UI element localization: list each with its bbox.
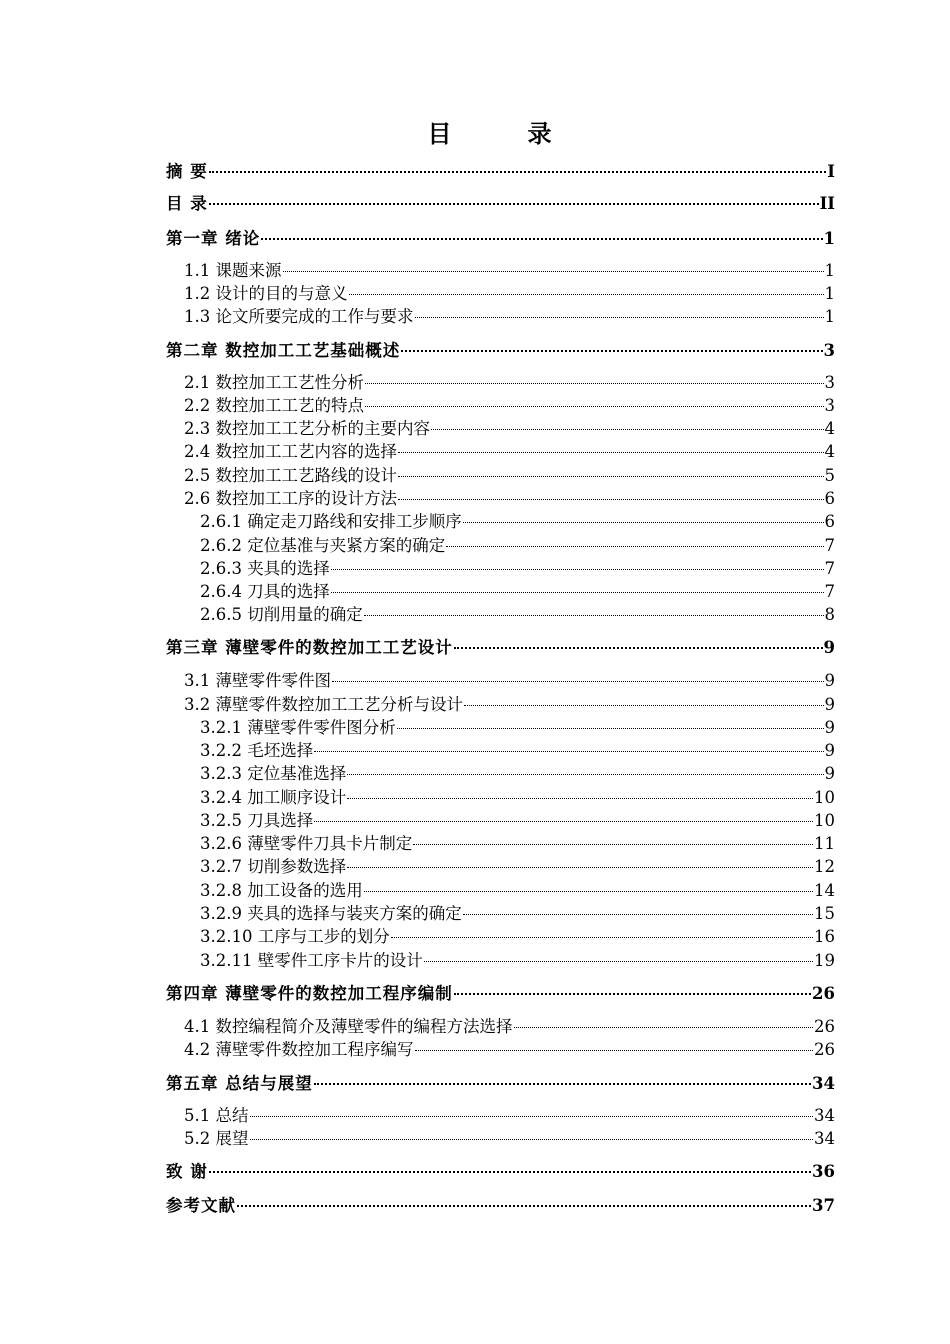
toc-dot-leader	[250, 1099, 814, 1121]
toc-entry-title: 2.6.1 确定走刀路线和安排工步顺序	[200, 512, 462, 531]
toc-section-entry[interactable]	[184, 1122, 835, 1148]
toc-entry-title: 3.2.8 加工设备的选用	[200, 881, 363, 900]
toc-dot-leader	[514, 1010, 814, 1032]
toc-dot-leader	[209, 1155, 811, 1177]
toc-entry-title: 第一章 绪论	[166, 229, 261, 248]
toc-section-entry[interactable]	[200, 874, 835, 900]
toc-section-entry[interactable]	[184, 688, 835, 714]
toc-entry-title: 1.3 论文所要完成的工作与要求	[184, 307, 414, 326]
toc-section-entry[interactable]	[200, 920, 835, 946]
toc-page-number: 19	[814, 951, 835, 970]
toc-section-entry[interactable]	[184, 389, 835, 415]
toc-dot-leader	[401, 334, 822, 356]
toc-section-entry[interactable]	[184, 1099, 835, 1125]
toc-chapter-entry[interactable]	[166, 222, 835, 248]
toc-dot-leader	[454, 977, 811, 999]
toc-section-entry[interactable]	[184, 366, 835, 392]
toc-section-entry[interactable]	[200, 734, 835, 760]
toc-dot-leader	[454, 631, 823, 653]
toc-section-entry[interactable]	[184, 435, 835, 461]
toc-entry-title: 3.2.4 加工顺序设计	[200, 788, 347, 807]
toc-entry-title: 2.6.4 刀具的选择	[200, 582, 330, 601]
toc-page-number: I	[827, 162, 835, 181]
toc-entry-title: 2.1 数控加工工艺性分析	[184, 373, 364, 392]
toc-page-number: 34	[814, 1106, 835, 1125]
toc-page-number: 15	[814, 904, 835, 923]
toc-dot-leader	[209, 187, 819, 209]
toc-dot-leader	[413, 827, 813, 849]
toc-page-number: 4	[824, 419, 835, 438]
toc-section-entry[interactable]	[200, 711, 835, 737]
toc-dot-leader	[424, 944, 813, 966]
page-title: 目 录	[427, 119, 578, 148]
toc-section-entry[interactable]	[200, 598, 835, 624]
toc-dot-leader	[364, 874, 813, 896]
toc-page-number: 12	[814, 857, 835, 876]
toc-dot-leader	[332, 664, 824, 686]
toc-dot-leader	[314, 804, 813, 826]
toc-section-entry[interactable]	[200, 575, 835, 601]
toc-chapter-entry[interactable]	[166, 1155, 835, 1181]
toc-section-entry[interactable]	[184, 1033, 835, 1059]
toc-page-number: 9	[824, 718, 835, 737]
toc-page-number: 14	[814, 881, 835, 900]
toc-page-number: 36	[812, 1162, 835, 1181]
toc-dot-leader	[331, 575, 824, 597]
toc-entry-title: 3.2.9 夹具的选择与装夹方案的确定	[200, 904, 462, 923]
toc-dot-leader	[347, 850, 813, 872]
toc-entry-title: 2.6.5 切削用量的确定	[200, 605, 363, 624]
toc-page-number: 37	[812, 1196, 835, 1215]
toc-dot-leader	[347, 781, 813, 803]
toc-page-number: 34	[814, 1129, 835, 1148]
toc-dot-leader	[463, 505, 824, 527]
toc-entry-title: 3.2.7 切削参数选择	[200, 857, 347, 876]
toc-dot-leader	[364, 598, 824, 620]
toc-section-entry[interactable]	[184, 277, 835, 303]
toc-entry-title: 2.6.3 夹具的选择	[200, 559, 330, 578]
toc-page-number: 26	[814, 1017, 835, 1036]
toc-page-number: 1	[824, 261, 835, 280]
toc-page-number: 6	[824, 489, 835, 508]
toc-page-number: 9	[824, 695, 835, 714]
toc-entry-title: 2.5 数控加工工艺路线的设计	[184, 466, 397, 485]
toc-page-number: 9	[824, 671, 835, 690]
toc-dot-leader	[365, 366, 824, 388]
toc-entry-title: 3.2.11 壁零件工序卡片的设计	[200, 951, 423, 970]
toc-entry-title: 4.1 数控编程简介及薄壁零件的编程方法选择	[184, 1017, 513, 1036]
toc-entry-title: 2.2 数控加工工艺的特点	[184, 396, 364, 415]
toc-page-number: 3	[824, 396, 835, 415]
toc-page-number: 26	[814, 1040, 835, 1059]
toc-page-number: 7	[824, 536, 835, 555]
toc-entry-title: 2.3 数控加工工艺分析的主要内容	[184, 419, 430, 438]
toc-entry-title: 4.2 薄壁零件数控加工程序编写	[184, 1040, 414, 1059]
toc-section-entry[interactable]	[184, 459, 835, 485]
toc-section-entry[interactable]	[200, 804, 835, 830]
toc-entry-title: 第二章 数控加工工艺基础概述	[166, 341, 401, 360]
toc-section-entry[interactable]	[184, 664, 835, 690]
toc-dot-leader	[398, 482, 824, 504]
toc-page-number: 5	[824, 466, 835, 485]
toc-entry-title: 第三章 薄壁零件的数控加工工艺设计	[166, 638, 453, 657]
toc-page-number: 9	[824, 741, 835, 760]
toc-dot-leader	[349, 277, 824, 299]
toc-dot-leader	[415, 300, 824, 322]
toc-dot-leader	[283, 254, 824, 276]
toc-chapter-entry[interactable]	[166, 631, 835, 657]
toc-entry-title: 3.2.10 工序与工步的划分	[200, 927, 390, 946]
toc-dot-leader	[431, 412, 824, 434]
toc-dot-leader	[463, 897, 813, 919]
toc-entry-title: 参考文献	[166, 1196, 236, 1215]
toc-page-number: 7	[824, 582, 835, 601]
toc-dot-leader	[237, 1189, 811, 1211]
toc-dot-leader	[331, 552, 824, 574]
toc-section-entry[interactable]	[184, 412, 835, 438]
toc-dot-leader	[398, 459, 824, 481]
toc-section-entry[interactable]	[200, 552, 835, 578]
toc-dot-leader	[391, 920, 813, 942]
toc-section-entry[interactable]	[200, 781, 835, 807]
toc-dot-leader	[365, 389, 824, 411]
toc-chapter-entry[interactable]	[166, 334, 835, 360]
toc-section-entry[interactable]	[200, 850, 835, 876]
toc-chapter-entry[interactable]	[166, 977, 835, 1003]
toc-entry-title: 1.2 设计的目的与意义	[184, 284, 348, 303]
toc-dot-leader	[415, 1033, 814, 1055]
toc-chapter-entry[interactable]	[166, 187, 835, 213]
toc-entry-title: 2.6 数控加工工序的设计方法	[184, 489, 397, 508]
toc-section-entry[interactable]	[184, 482, 835, 508]
toc-page-number: 7	[824, 559, 835, 578]
toc-dot-leader	[209, 155, 827, 177]
toc-section-entry[interactable]	[200, 897, 835, 923]
toc-section-entry[interactable]	[200, 827, 835, 853]
toc-entry-title: 3.2.2 毛坯选择	[200, 741, 314, 760]
toc-entry-title: 5.1 总结	[184, 1106, 249, 1125]
toc-entry-title: 3.2.1 薄壁零件零件图分析	[200, 718, 396, 737]
toc-chapter-entry[interactable]	[166, 1189, 835, 1215]
toc-dot-leader	[250, 1122, 814, 1144]
toc-section-entry[interactable]	[184, 1010, 835, 1036]
toc-entry-title: 第四章 薄壁零件的数控加工程序编制	[166, 984, 453, 1003]
toc-section-entry[interactable]	[200, 505, 835, 531]
toc-entry-title: 3.2.5 刀具选择	[200, 811, 314, 830]
toc-chapter-entry[interactable]	[166, 1067, 835, 1093]
toc-page-number: 9	[823, 638, 835, 657]
toc-entry-title: 5.2 展望	[184, 1129, 249, 1148]
toc-entry-title: 3.2 薄壁零件数控加工工艺分析与设计	[184, 695, 463, 714]
toc-page-number: 3	[823, 341, 835, 360]
toc-page-number: 8	[824, 605, 835, 624]
toc-entry-title: 3.2.6 薄壁零件刀具卡片制定	[200, 834, 413, 853]
toc-dot-leader	[347, 757, 823, 779]
toc-page-number: 1	[824, 307, 835, 326]
toc-dot-leader	[398, 435, 824, 457]
toc-section-entry[interactable]	[184, 300, 835, 326]
toc-section-entry[interactable]	[200, 757, 835, 783]
toc-entry-title: 2.6.2 定位基准与夹紧方案的确定	[200, 536, 446, 555]
toc-page-number: 3	[824, 373, 835, 392]
toc-dot-leader	[464, 688, 824, 710]
toc-page-number: 1	[823, 229, 835, 248]
toc-dot-leader	[446, 529, 823, 551]
toc-page-number: 6	[824, 512, 835, 531]
toc-entry-title: 目 录	[166, 194, 208, 213]
toc-entry-title: 2.4 数控加工工艺内容的选择	[184, 442, 397, 461]
toc-page-number: 11	[814, 834, 835, 853]
toc-dot-leader	[314, 1067, 811, 1089]
toc-page-number: 26	[812, 984, 835, 1003]
toc-page-number: 10	[814, 811, 835, 830]
toc-chapter-entry[interactable]	[166, 155, 835, 181]
toc-section-entry[interactable]	[184, 254, 835, 280]
toc-dot-leader	[397, 711, 824, 733]
toc-entry-title: 第五章 总结与展望	[166, 1074, 313, 1093]
toc-entry-title: 3.1 薄壁零件零件图	[184, 671, 331, 690]
toc-dot-leader	[314, 734, 823, 756]
toc-page-number: 34	[812, 1074, 835, 1093]
toc-page-number: II	[819, 194, 835, 213]
toc-dot-leader	[261, 222, 822, 244]
toc-page-number: 16	[814, 927, 835, 946]
toc-page-number: 9	[824, 764, 835, 783]
toc-section-entry[interactable]	[200, 944, 835, 970]
toc-entry-title: 摘 要	[166, 162, 208, 181]
toc-entry-title: 1.1 课题来源	[184, 261, 282, 280]
toc-page-number: 1	[824, 284, 835, 303]
toc-entry-title: 3.2.3 定位基准选择	[200, 764, 347, 783]
toc-page-number: 10	[814, 788, 835, 807]
toc-entry-title: 致 谢	[166, 1162, 208, 1181]
toc-page-number: 4	[824, 442, 835, 461]
toc-section-entry[interactable]	[200, 529, 835, 555]
